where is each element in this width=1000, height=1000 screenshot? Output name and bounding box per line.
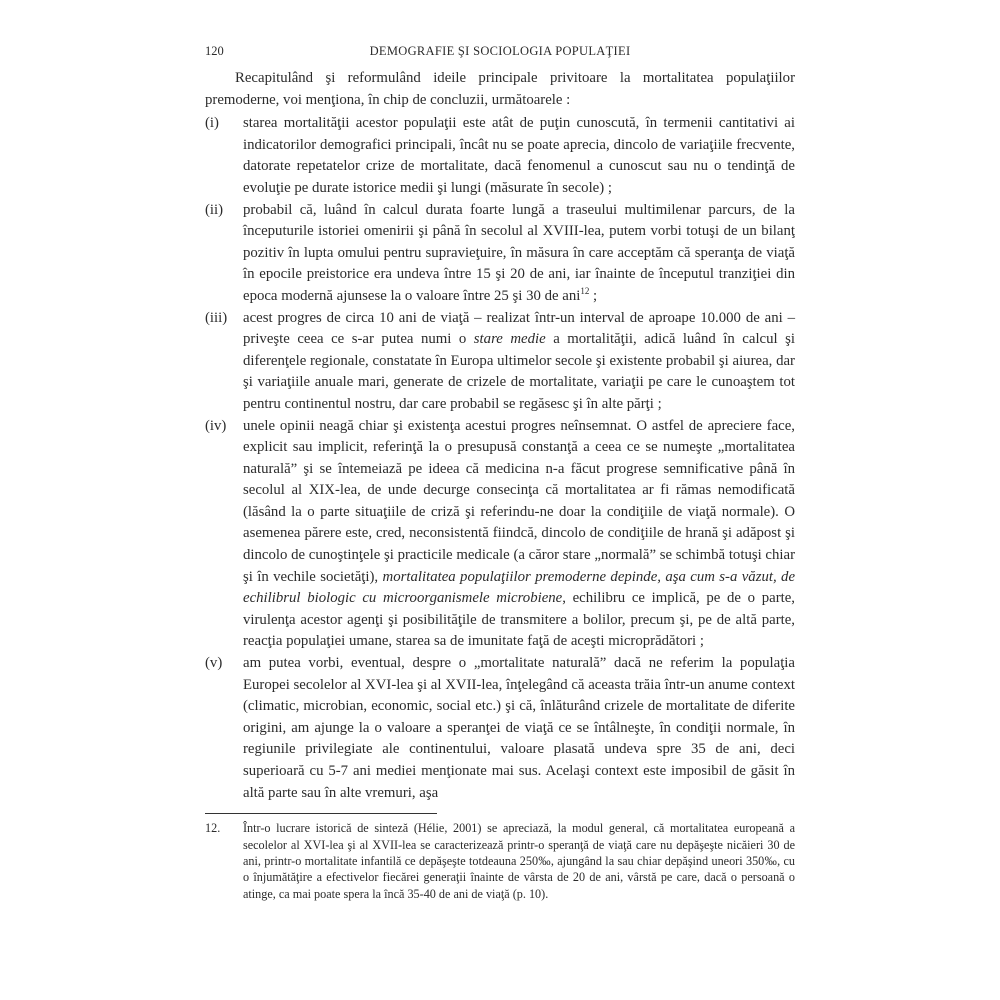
list-item-text: unele opinii neagă chiar şi existenţa acestui progres neînsemnat. O astfel de apreciere face, explicit sau implicit, referinţă la o presupusă constanţă a ceea ce se numeşte „mortalitatea naturală” şi se întemeiază pe ideea că medicina n-a făcut progrese semnificative până în secolul al XIX-lea, de unde decurge consecinţa că mortalitatea ar fi rămas nemodificată (lăsând la o parte situaţiile de criză şi referindu-ne doar la condiţiile de viaţă normale). O asemenea părere este, cred, neconsistentă fiindcă, dincolo de condiţiile de hrană şi adăpost şi dincolo de cunoştinţele şi practicile medicale (a căror stare „normală” se schimbă totuşi chiar şi în vechile societăţi), — [243, 417, 795, 585]
list-marker: (iv) — [205, 417, 227, 434]
list-item-i — [205, 113, 795, 199]
footnote-text: Într-o lucrare istorică de sinteză (Hélie, 2001) se apreciază, la modul general, că mortalitatea europeană a secolelor al XVI-lea şi al XVII-lea se caracterizează printr-o speranţă de viaţă care nu depăşeşte nicăieri 30 de ani, printr-o mortalitate infantilă ce depăşeşte totdeauna 250‰, ajungând la sau chiar depăşind uneori 350‰, cu o înjumătăţire a efectivelor fiecărei generaţii înainte de vârsta de 20 de ani, vârstă pe care, dacă o persoană o atinge, ca mai poate spera la încă 35-40 de ani de viaţă (p. 10). — [243, 821, 795, 901]
page-number: 120 — [205, 44, 224, 58]
list-item-text-continued: , echilibru ce implică, pe de o parte, virulenţa acestor agenţi şi posibilităţile de transmitere a bolilor, precum şi, pe de altă parte, reacţia populaţiei umane, starea sa de imunitate faţă de aceşti microprădători ; — [243, 590, 795, 650]
list-marker: (v) — [205, 655, 223, 672]
list-item-text-continued: a mortalităţii, adică luând în calcul şi diferenţele regionale, constatate în Europa ultimelor secole şi existente probabil şi aiurea, dar şi variaţiile anuale mari, generate de crizele de mortalitate, variaţii pe care le cunoaştem tot pentru continentul nostru, dar care probabil se regăsesc şi în alte părţi ; — [243, 331, 795, 412]
list-item-text: am putea vorbi, eventual, despre o „mortalitate naturală” dacă ne referim la populaţia Europei secolelor al XVI-lea şi al XVII-lea, înţelegând că aceasta trăia într-un anume context (climatic, microbian, economic, social etc.) şi că, înlăturând crizele de mortalitate de diferite origini, am ajunge la o valoare a speranţei de viaţă ce se întâlneşte, în condiţii normale, în regiunile privilegiate ale continentului, valoare plasată undeva spre 35 de ani, deci superioară cu 5-7 ani mediei menţionate mai sus. Acelaşi context este imposibil de găsit în altă parte sau în alte vremuri, aşa — [243, 655, 795, 801]
footnote-marker: 12. — [205, 821, 221, 836]
book-page — [205, 40, 795, 902]
list-item-v — [205, 653, 795, 804]
italic-phrase: stare medie — [473, 331, 546, 348]
footnote-reference: 12 — [580, 286, 590, 297]
list-item-text-tail: ; — [589, 287, 598, 304]
running-head: DEMOGRAFIE ŞI SOCIOLOGIA POPULAŢIEI — [369, 44, 631, 58]
list-item-ii — [205, 200, 795, 308]
footnote — [205, 820, 795, 902]
page-header — [205, 40, 795, 62]
list-item-text: starea mortalităţii acestor populaţii este atât de puţin cunoscută, în termenii cantitativi ai indicatorilor demografici principali, încât nu se poate aprecia, dincolo de variaţiile frecvente, datorate repetatelor crize de mortalitate, dacă fenomenul a cunoscut sau nu o tendinţă de evoluţie pe durate istorice medii şi lungi (măsurate în secole) ; — [243, 115, 795, 196]
list-marker: (ii) — [205, 201, 224, 218]
list-item-text: probabil că, luând în calcul durata foarte lungă a traseului multimilenar parcurs, de la începuturile istoriei omenirii şi până în secolul al XVIII-lea, putem vorbi totuşi de un bilanţ pozitiv în lupta omului pentru supravieţuire, în măsura în care acceptăm că speranţa de viaţă în epocile preistorice era undeva între 15 şi 20 de ani, iar înainte de începutul tranziţiei din epoca modernă ajunsese la o valoare între 25 şi 30 de ani — [243, 201, 795, 304]
list-marker: (iii) — [205, 309, 228, 326]
intro-paragraph: Recapitulând şi reformulând ideile principale privitoare la mortalitatea populaţiilor premoderne, voi menţiona, în chip de concluzii, următoarele : — [205, 70, 795, 108]
footnote-separator — [205, 813, 437, 814]
list-marker: (i) — [205, 115, 219, 132]
list-item-iv — [205, 416, 795, 654]
list-item-text: acest progres de circa 10 ani de viaţă – realizat într-un interval de aproape 10.000 de ani – priveşte ceea ce s-ar putea numi o — [243, 309, 795, 348]
list-item-iii — [205, 308, 795, 416]
italic-phrase: mortalitatea populaţiilor premoderne depinde, aşa cum s-a văzut, de echilibrul biologic cu microorganismele microbiene — [243, 568, 796, 607]
